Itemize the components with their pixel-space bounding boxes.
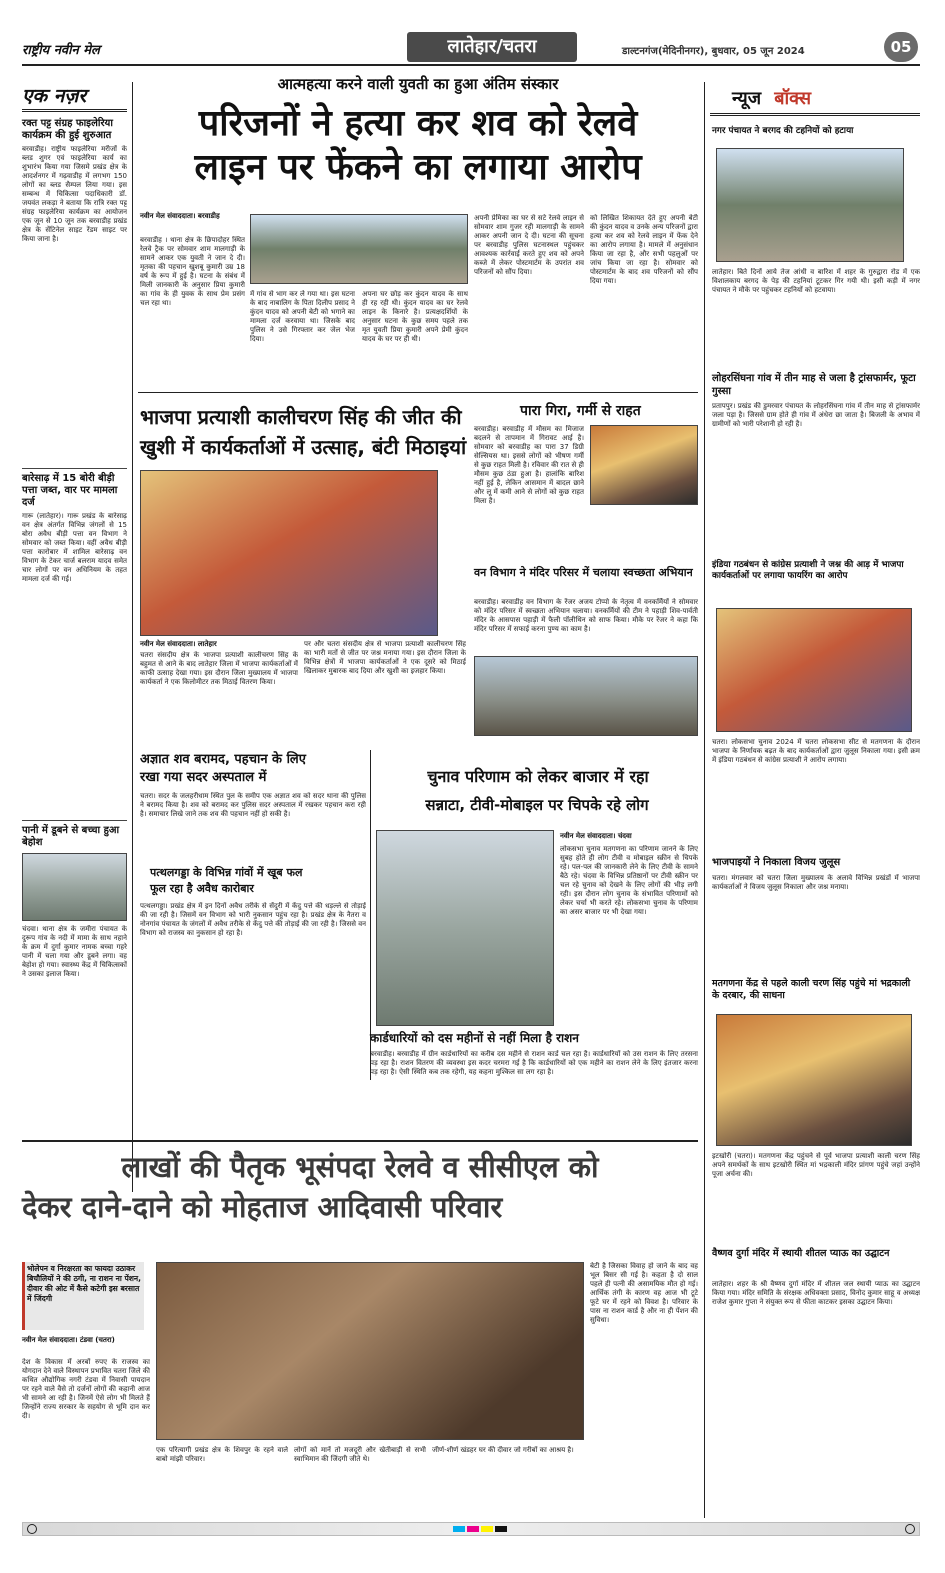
- bjp-headline-line-2: खुशी में कार्यकर्ताओं में उत्साह, बंटी मिठाइयां: [140, 435, 467, 459]
- news-photo: [716, 148, 904, 262]
- brief-body: चंदवा। थाना क्षेत्र के जमीरा पंचायत के दुरूप गांव के नदी में मामा के साथ नहाने के क्रम में दुर्गा कुमार नामक बच्चा गहरे पानी में चला गया और डूबने लगा। वह बेहोश हो गया। स्वास्थ्य केंद्र में चिकित्सकों ने उसका इलाज किया।: [22, 925, 127, 978]
- section-title: [407, 32, 577, 62]
- weather-photo: [590, 425, 698, 505]
- weather-body: बरवाडीह। बरवाडीह में मौसम का मिजाज बदलने से तापमान में गिरावट आई है। सोमवार को बरवाडीह का पारा 37 डिग्री सेल्सियस था। इससे लोगों को भीषण गर्मी से कुछ राहत मिली है। रविवार की रात से ही मौसम कुछ ठंडा हुआ है। हालांकि बारिश नहीं हुई है, लेकिन आसमान में बादल छाने और लू में कमी आने से लोगों को कुछ राहत मिला है।: [474, 425, 584, 505]
- dateline: डाल्टनगंज(मेदिनीनगर), बुधवार, 05 जून 2024: [622, 46, 805, 57]
- lead-headline-line-2: लाइन पर फेंकने का लगाया आरोप: [194, 147, 642, 188]
- yellow-swatch-icon: [481, 1526, 493, 1532]
- election-headline-1: चुनाव परिणाम को लेकर बाजार में रहा: [427, 767, 649, 786]
- unknown-body-text: चतरा। सदर के जलहरीधाम स्थित पुल के समीप एक अज्ञात शव को सदर थाना की पुलिस ने बरामद किया है। शव को बरामद कर पुलिस सदर अस्पताल में रखकर पहचान करा रही है। समाचार लिखे जाने तक शव की पहचान नहीं हो सकी है।: [140, 792, 366, 818]
- news-item-title: इंडिया गठबंधन से कांग्रेस प्रत्याशी ने जश्न की आड़ में भाजपा कार्यकर्ताओं पर लगाया फायरिंग का आरोप: [712, 560, 904, 581]
- news-photo: [716, 608, 912, 732]
- column-divider: [132, 82, 133, 1192]
- brief-title: रक्त पट्ट संग्रह फाइलेरिया कार्यक्रम की हुई शुरुआत: [22, 118, 113, 141]
- bjp-photo: [140, 470, 438, 636]
- brief-item: [22, 468, 127, 812]
- lead-body-col-2: में गांव से भाग कर ले गया था। इस घटना के बाद नाबालिग के पिता दिलीप प्रसाद ने कुंदन यादव को अपनी बेटी को भगाने का मामला दर्ज करवाया था। जिसके बाद पुलिस ने उसे गिरफ्तार कर जेल भेज दिया।: [250, 290, 355, 343]
- weather-headline: पारा गिरा, गर्मी से राहत: [520, 403, 641, 419]
- election-headline-2: सन्नाटा, टीवी-मोबाइल पर चिपके रहे लोग: [425, 796, 649, 814]
- lead-body-col-5: को लिखित शिकायत देते हुए अपनी बेटी की कुंदन यादव व उनके अन्य परिजनों द्वारा हत्या कर शव को रेलवे लाइन में फेंक देने का आरोप लगाया है। मामले में अनुसंधान किया जा रहा है, और सभी पहलुओं पर जांच किया जा रहा है। सोमवार को पोस्टमार्टम के बाद शव परिजनों को सौंप दिया गया।: [590, 214, 698, 285]
- bottom-summary-box: [22, 1262, 144, 1330]
- forest-headline: वन विभाग ने मंदिर परिसर में चलाया स्वच्छता अभियान: [474, 566, 693, 579]
- bjp-byline: नवीन मेल संवाददाता। लातेहार: [140, 640, 217, 648]
- section-rule: [138, 392, 698, 393]
- lead-body-col-4: अपनी प्रेमिका का घर से सटे रेलवे लाइन से सोमवार शाम गुजर रही मालगाड़ी के सामने आकर अपनी जान दे दी। घटना की सूचना पर बरवाडीह पुलिस घटनास्थल पहुंचकर आवश्यक कार्रवाई करते हुए शव को अपने कब्जे में लेकर पोस्टमार्टम के उपरांत शव परिजनों को सौंप दिया।: [474, 214, 584, 276]
- brief-body: बरवाडीह। राष्ट्रीय फाइलेरिया मरीजों के ब्लड शुगर एवं फाइलेरिया कार्य का शुभारंभ किया गया जिसमे प्रखंड क्षेत्र के आदर्शनगर में गढ़वाडीह में लगभग 150 लोगों का ब्लड सैम्पल लिया गया। इस सम्बन्ध में चिकित्सा पदाधिकारी डॉ. जयवंत लकड़ा ने बताया कि रात्रि रक्त पट्ट संग्रह फाइलेरिया कार्यक्रम का आयोजन एक जून से 10 जून तक बरवाडीह प्रखंड क्षेत्र के सेंटिनेल साइट रेंडम साइट पर किया जाना है।: [22, 145, 127, 243]
- news-item-body: इटखोरी (चतरा)। मतगणना केंद्र पहुंचने से पूर्व भाजपा प्रत्याशी काली चरण सिंह अपने समर्थकों के साथ इटखोरी स्थित मां भद्रकाली मंदिर प्रांगण पहुंचे जहां उन्होंने पूजा अर्चना की।: [712, 1152, 920, 1178]
- news-item-title: नगर पंचायत ने बरगद की टहनियों को हटाया: [712, 126, 854, 136]
- news-item-title: वैष्णव दुर्गा मंदिर में स्थायी शीतल प्याऊ का उद्घाटन: [712, 1248, 890, 1259]
- masthead-rule: [22, 64, 920, 66]
- bottom-byline: नवीन मेल संवाददाता। टंडवा (चतरा): [22, 1336, 115, 1344]
- lead-kicker: आत्महत्या करने वाली युवती का हुआ अंतिम संस्कार: [277, 75, 559, 93]
- bottom-caption-3: जीर्ण-शीर्ण खंडहर घर की दीवार जो गरीबों का आश्रय है।: [432, 1446, 574, 1454]
- kendu-headline-1: पत्थलगड्डा के विभिन्न गांवों में खूब फल: [150, 866, 303, 879]
- news-item-body: चतरा। लोकसभा चुनाव 2024 में चतरा लोकसभा सीट से मतगणना के दौरान भाजपा के निर्णायक बढ़त के बाद कार्यकर्ताओं द्वारा जुलूस निकाला गया। इसी क्रम में इंडिया गठबंधन से कांग्रेस प्रत्याशी ने आरोप लगाया।: [712, 738, 920, 764]
- election-photo: [376, 830, 554, 1026]
- weather-body-cont: [474, 512, 698, 556]
- lead-photo: [250, 214, 468, 284]
- forest-photo: [474, 656, 698, 736]
- bjp-body-col-1: चतरा संसदीय क्षेत्र के भाजपा प्रत्याशी कालीचरण सिंह के बहुमत से आने के बाद लातेहार जिला में भाजपा कार्यकर्ताओं में काफी उत्साह देखा गया। इस दौरान जिला मुख्यालय में भाजपा कार्यकर्ता ने एक किलोमीटर तक मिठाई वितरण किया।: [140, 651, 298, 686]
- election-body: लोकसभा चुनाव मतगणना का परिणाम जानने के लिए सुबह होते ही लोग टीवी व मोबाइल स्क्रीन से चिपके रहे। पल-पल की जानकारी लेने के लिए टीवी के सामने बैठे रहे। चंदवा के विभिन्न प्रतिष्ठानों पर टीवी स्क्रीन पर चल रहे चुनाव को देखने के लिए लोगों की भीड़ लगी रही। इस दौरान लोग चुनाव के संभावित परिणामों को लेकर चर्चा भी करते रहे। लोकसभा चुनाव के परिणाम का असर बाजार पर भी देखा गया।: [560, 845, 698, 916]
- ek-nazar-label: [22, 82, 127, 112]
- news-item-body: लातेहार। शहर के श्री वैष्णव दुर्गा मंदिर में शीतल जल स्थायी प्याऊ का उद्घाटन किया गया। मंदिर समिति के संरक्षक अधिवक्ता प्रसाद, विनोद कुमार साहू व अध्यक्ष राजेश कुमार गुप्ता ने संयुक्त रूप से फीता काटकर इसका उद्घाटन किया।: [712, 1280, 920, 1306]
- news-item-body: चतरा। मंगलवार को चतरा जिला मुख्यालय के अलावे विभिन्न प्रखंडों में भाजपा कार्यकर्ताओं ने विजय जुलूस निकाला और जश्न मनाया।: [712, 874, 920, 891]
- section-label: लातेहार/चतरा: [447, 36, 537, 57]
- election-byline: नवीन मेल संवाददाता। चंदवा: [560, 832, 632, 840]
- news-item-title: भाजपाइयों ने निकाला विजय जुलूस: [712, 857, 841, 868]
- bottom-headline-2: देकर दाने-दाने को मोहताज आदिवासी परिवार: [22, 1190, 503, 1224]
- kendu-headline-2: फूल रहा है अवैध कारोबार: [150, 882, 254, 895]
- news-item-title: मतगणना केंद्र से पहले काली चरण सिंह पहुंचे मां भद्रकाली के दरबार, की साधना: [712, 978, 911, 1001]
- bjp-headline-line-1: भाजपा प्रत्याशी कालीचरण सिंह की जीत की: [140, 405, 462, 429]
- bottom-rule: [22, 1140, 698, 1142]
- bottom-body-col-2: बेटी है जिसका विवाह हो जाने के बाद वह भूल बिसर सी गई है। कहता है दो साल पहले ही पत्नी की असामयिक मौत हो गई। आर्थिक तंगी के कारण वह आज भी टूटे फूटे घर में रहने को विवश है। परिवार के पास ना राशन कार्ड है और ना ही पेंशन की सुविधा।: [590, 1262, 698, 1324]
- ek-nazar-text: एक नज़र: [22, 85, 87, 107]
- lead-body-col-3: अपना घर छोड़ कर कुंदन यादव के साथ ही रह रही थी। कुंदन यादव का घर रेलवे लाइन के किनारे है। प्रत्यक्षदर्शियों के अनुसार घटना के कुछ समय पहले तक मृत युवती प्रिया कुमारी अपने प्रेमी कुंदन यादव के घर पर ही थी।: [362, 290, 468, 343]
- ration-headline: कार्डधारियों को दस महीनों से नहीं मिला है राशन: [370, 1031, 579, 1045]
- bottom-body-col-1: देश के विकास में अरबों रुपए के राजस्व का योगदान देने वाले विस्थापन प्रभावित चतरा जिले की कथित औद्योगिक नगरी टंडवा में निवासी पायदान पर रहने वाले वैसे तो दर्जनों लोगों की कहानी आज भी सामने आ रही है। जिनमें ऐसे लोग भी मिलते हैं जिन्होंने राज्य सरकार के सहयोग से भूमि दान कर दी।: [22, 1358, 150, 1420]
- brief-item: [22, 820, 127, 1145]
- cyan-swatch-icon: [453, 1526, 465, 1532]
- bottom-headline-1: लाखों की पैतृक भूसंपदा रेलवे व सीसीएल को: [121, 1150, 599, 1184]
- unknown-body-headline-1: अज्ञात शव बरामद, पहचान के लिए: [140, 752, 306, 767]
- footer-bar: [22, 1522, 920, 1536]
- ration-body: बरवाडीह। बरवाडीह में ग्रीन कार्डधारियों का करीब दस महीने से राशन कार्ड चल रहा है। कार्डधारियों को उस राशन के लिए तरसना पड़ रहा है। राशन वितरण की व्यवस्था इस कदर चरमरा गई है कि कार्डधारियों को एक महीने का राशन लेने के लिए इंतजार करना पड़ रहा है। ऐसी स्थिति कब तक रहेगी, यह कहना मुश्किल सा लग रहा है।: [370, 1050, 698, 1076]
- page-number: 05: [884, 32, 918, 62]
- lead-byline: नवीन मेल संवाददाता। बरवाडीह: [140, 212, 220, 220]
- brief-item: [22, 118, 127, 460]
- paper-name: राष्ट्रीय नवीन मेल: [22, 43, 100, 58]
- bottom-caption-1: एक परित्यागी प्रखंड क्षेत्र के शिवपुर के रहने वाले बाबो मांझी परिवार।: [156, 1446, 288, 1463]
- drowning-photo: [22, 853, 127, 921]
- kendu-body: पत्थलगड्डा। प्रखंड क्षेत्र में इन दिनों अवैध तरीके से सेंदुरी में केंदु पत्ते की धड़ल्ले से तोड़ाई की जा रही है। जिसमें वन विभाग को भारी नुकसान पहुंच रहा है। प्रखंड क्षेत्र के नैतरा व नोनगांव पंचायत के जंगलों में अवैध तरीके से केंदु पत्ते की तोड़ाई की जा रही है। जिससे वन विभाग को राजस्व का नुकसान हो रहा है।: [140, 902, 366, 937]
- masthead: [22, 30, 920, 66]
- news-item-body: प्रतापपुर। प्रखंड की डुमरवार पंचायत के लोहरसिंघना गांव में तीन माह से ट्रांसफार्मर जला पड़ा है। जिससे ग्राम होते ही गांव में अंधेरा छा जाता है। बिजली के अभाव में ग्रामीणों को भारी परेशानी हो रही है।: [712, 402, 920, 428]
- brief-body: गारू (लातेहार)। गारू प्रखंड के बारेसाढ़ वन क्षेत्र अंतर्गत विभिन्न जंगलों से 15 बोरा अवैध बीड़ी पत्ता वन विभाग ने सोमवार को जब्त किया। वहीं अवैध बीड़ी पत्ता कारोबार में शामिल बारेसाढ़ वन विभाग के टेकर चार्ज बलराम यादव समेत चार लोगों पर वन अधिनियम के तहत मामला दर्ज की गई।: [22, 512, 127, 583]
- unknown-body-headline-2: रखा गया सदर अस्पताल में: [140, 770, 267, 785]
- brief-title: बारेसाढ़ में 15 बोरी बीड़ी पत्ता जब्त, वार पर मामला दर्ज: [22, 473, 118, 508]
- registration-mark-icon: [905, 1524, 915, 1534]
- news-box-label-a: न्यूज: [732, 88, 762, 109]
- bottom-caption-2: लोगों को मानें तो मजदूरी और खेतीबाड़ी से सभी स्वाभिमान की जिंदगी जीते थे।: [294, 1446, 426, 1463]
- bjp-body-col-2: पर और चतरा संसदीय क्षेत्र से भाजपा प्रत्याशी कालीचरण सिंह का भारी मतों से जीत पर जश्न मनाया गया। इस दौरान जिला के विभिन्न क्षेत्रों में भाजपा कार्यकर्ताओं ने एक दूसरे को मिठाई खिलाकर मुबारक बाद दिया और खुशी का इजहार किया।: [304, 640, 466, 675]
- left-column: [22, 82, 127, 1194]
- bottom-box-title: भोलेपन व निरक्षरता का फायदा उठाकर बिचौलियों ने की ठगी, ना राशन ना पेंशन, दीवार की ओट में कैसे कटेगी इस बरसात में जिंदगी: [27, 1264, 142, 1303]
- bottom-photo: [156, 1262, 584, 1440]
- news-item-body: लातेहार। बिते दिनों आये तेज आंधी व बारिश में शहर के गुरुद्वारा रोड में एक विशालकाय बरगद के पेड़ की टहनियां टूटकर गिर गयी थी। इसी कड़ी में नगर पंचायत ने मौके पर पहुंचकर टहनियों को हटवाया।: [712, 268, 920, 294]
- lead-body-col-1: बरवाडीह । थाना क्षेत्र के छिपादोहर स्थित रेलवे ट्रैक पर सोमवार शाम मालगाड़ी के सामने आकर एक युवती ने जान दे दी। मृतका की पहचान खुशबू कुमारी उम्र 18 वर्ष के रूप में हुई है। घटना के संबंध में मिली जानकारी के अनुसार प्रिया कुमारी का गांव के ही युवक के साथ प्रेम प्रसंग चल रहा था।: [140, 236, 245, 307]
- news-item-title: लोहरसिंघना गांव में तीन माह से जला है ट्रांसफार्मर, फूटा गुस्सा: [712, 373, 916, 397]
- lead-headline-line-1: परिजनों ने हत्या कर शव को रेलवे: [198, 103, 638, 144]
- brief-title: पानी में डूबने से बच्चा हुआ बेहोश: [22, 825, 120, 848]
- magenta-swatch-icon: [467, 1526, 479, 1532]
- registration-mark-icon: [27, 1524, 37, 1534]
- news-photo: [716, 1014, 912, 1146]
- news-box-label-b: बॉक्स: [774, 88, 812, 109]
- black-swatch-icon: [495, 1526, 507, 1532]
- column-divider: [704, 82, 705, 1518]
- news-box-header: [710, 86, 920, 116]
- forest-body: बरवाडीह। बरवाडीह वन विभाग के रेंजर अजय टोप्पो के नेतृत्व में वनकर्मियों ने सोमवार को मंदिर परिसर में स्वच्छता अभियान चलाया। वनकर्मियों की टीम ने पहाड़ी शिव-पार्वती मंदिर के आसपास पहाड़ी में फैली पॉलीथिन को साफ किया। मौके पर रेंजर ने कहा कि मंदिर परिसर में सफाई करना पुण्य का काम है।: [474, 598, 698, 633]
